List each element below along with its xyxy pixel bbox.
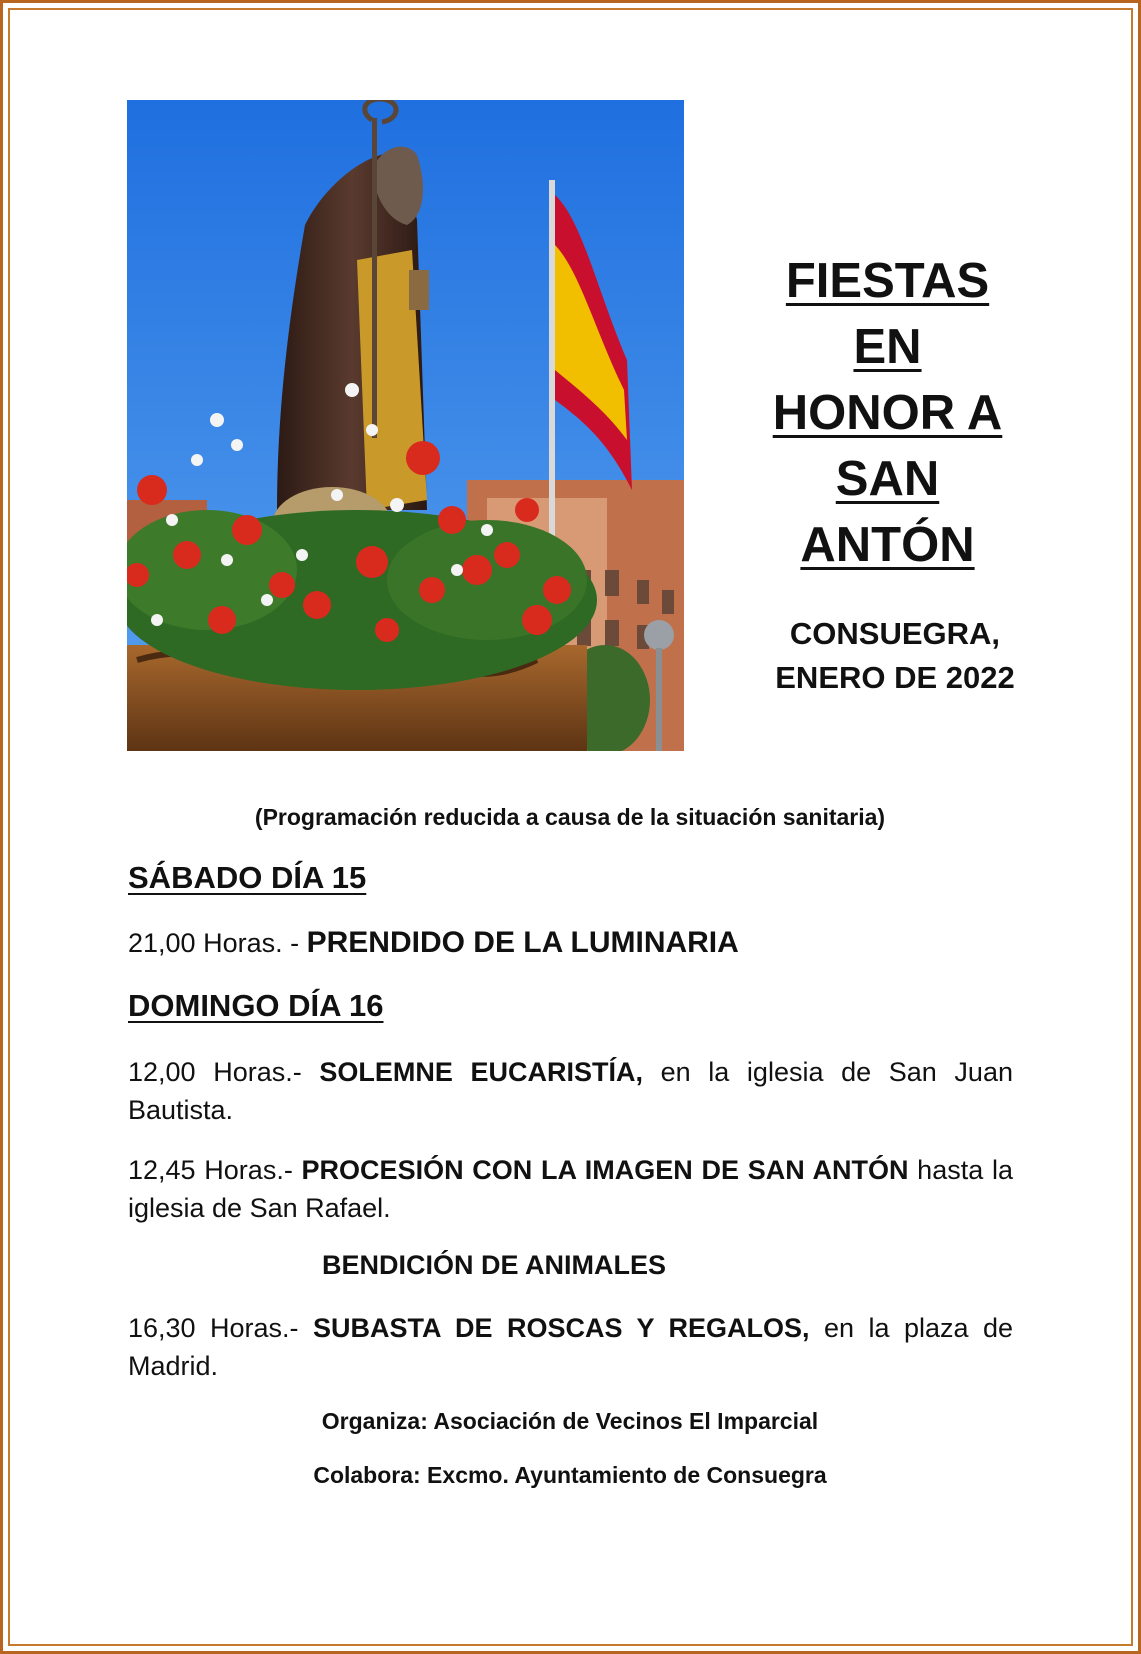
- place-date: [750, 612, 1040, 700]
- program-note: (Programación reducida a causa de la situación sanitaria): [254, 804, 886, 830]
- event-title: PRENDIDO DE LA LUMINARIA: [306, 926, 739, 959]
- poster-title: [730, 248, 1045, 578]
- day-heading-saturday: SÁBADO DÍA 15: [128, 860, 367, 895]
- event-location: en la iglesia de San Juan Bautista.: [128, 1057, 1013, 1125]
- event-location: en la plaza de Madrid.: [128, 1313, 1013, 1381]
- event-eucaristia: [128, 1053, 1013, 1129]
- event-time: 21,00 Horas. -: [128, 928, 307, 958]
- day-heading-sunday: DOMINGO DÍA 16: [128, 988, 384, 1023]
- place-line: CONSUEGRA,: [789, 616, 1001, 651]
- event-procesion: [128, 1151, 1013, 1227]
- credit-colabora: Colabora: Excmo. Ayuntamiento de Consuegra: [313, 1462, 827, 1488]
- event-bendicion: BENDICIÓN DE ANIMALES: [322, 1250, 667, 1280]
- san-anton-photo: [127, 100, 684, 751]
- credit-organiza: Organiza: Asociación de Vecinos El Imparcial: [321, 1408, 819, 1434]
- title-line-1: FIESTAS: [785, 254, 990, 308]
- event-location: hasta la iglesia de San Rafael.: [128, 1155, 1013, 1223]
- event-title: SOLEMNE EUCARISTÍA,: [319, 1057, 643, 1087]
- event-time: 12,00 Horas.-: [128, 1057, 320, 1087]
- event-title: PROCESIÓN CON LA IMAGEN DE SAN ANTÓN: [301, 1155, 909, 1185]
- title-line-2: EN: [853, 320, 922, 374]
- title-line-3: HONOR A: [772, 386, 1003, 440]
- event-subasta: [128, 1309, 1013, 1385]
- event-time: 16,30 Horas.-: [128, 1313, 314, 1343]
- title-line-4: SAN: [835, 452, 940, 506]
- date-line: ENERO DE 2022: [775, 660, 1015, 695]
- event-title: SUBASTA DE ROSCAS Y REGALOS,: [313, 1313, 810, 1343]
- title-line-5: ANTÓN: [800, 518, 975, 572]
- event-luminaria: [128, 924, 1013, 962]
- event-time: 12,45 Horas.-: [128, 1155, 302, 1185]
